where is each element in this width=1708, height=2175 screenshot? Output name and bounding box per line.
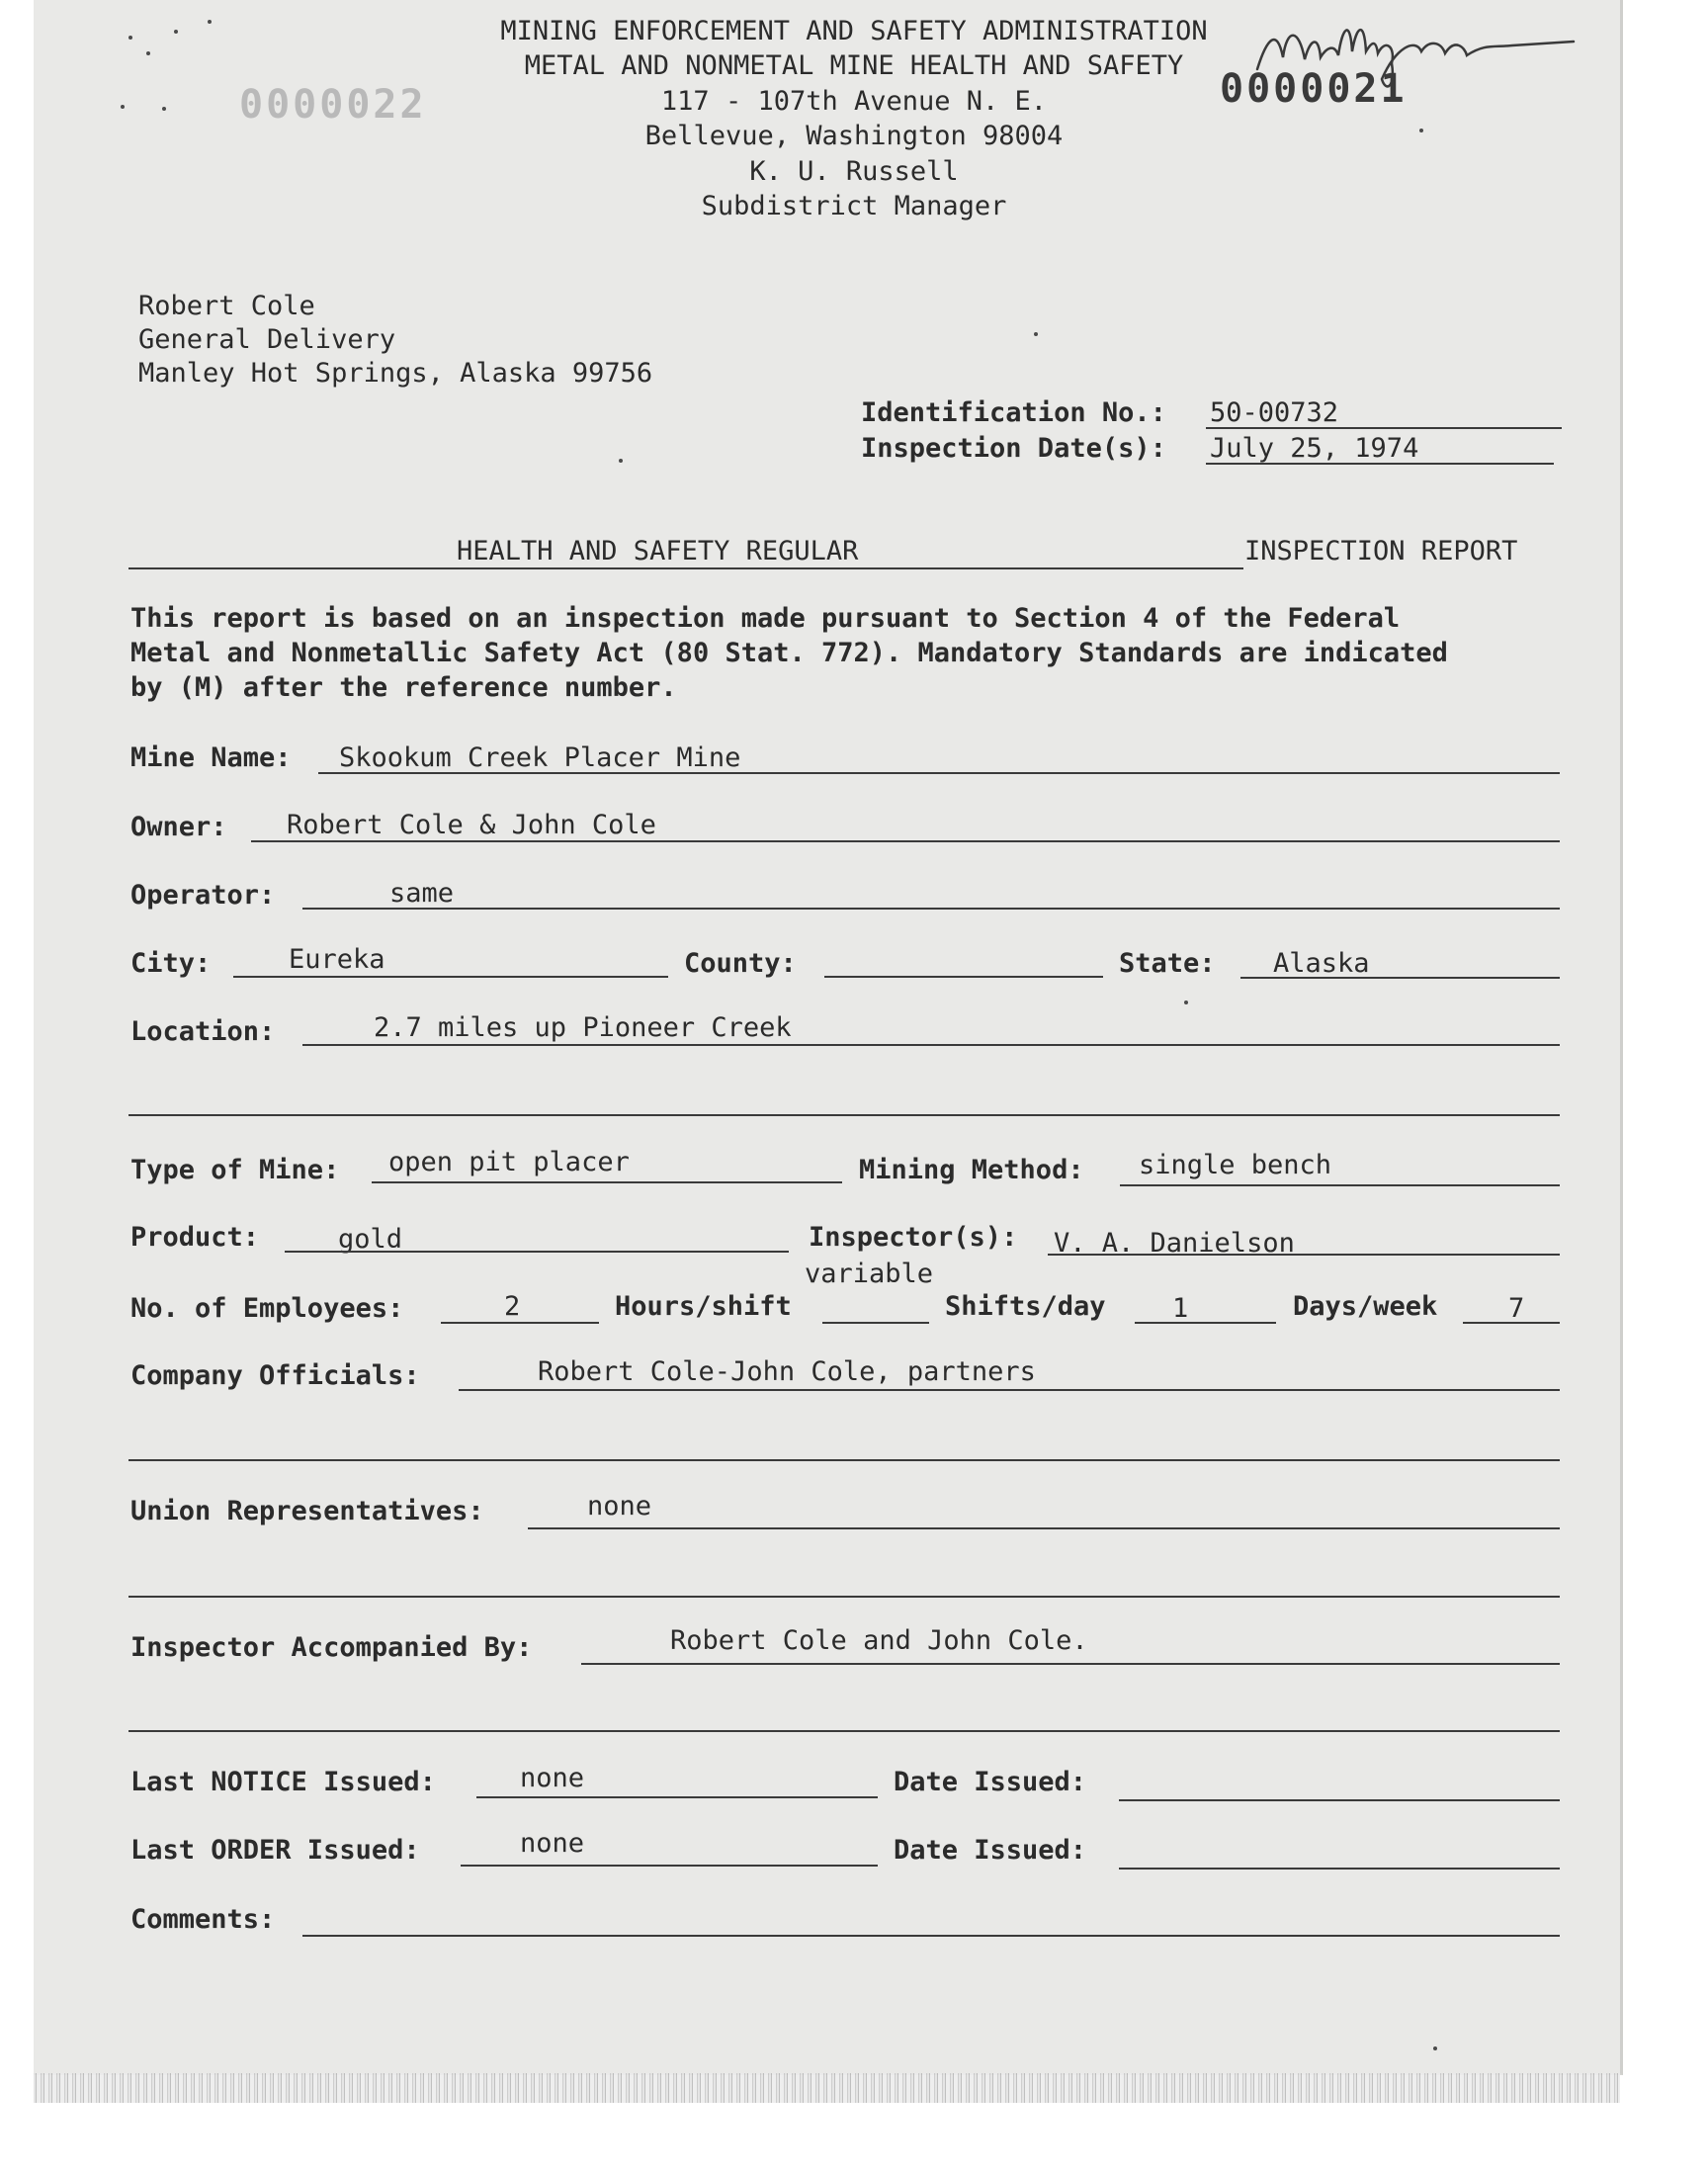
- officials-line: [459, 1389, 1560, 1391]
- order-date-label: Date Issued:: [894, 1835, 1087, 1866]
- order-date-line: [1119, 1868, 1560, 1870]
- operator-label: Operator:: [130, 880, 276, 911]
- id-label: Identification No.:: [861, 397, 1166, 428]
- officials-value: Robert Cole-John Cole, partners: [538, 1356, 1036, 1387]
- method-label: Mining Method:: [859, 1155, 1084, 1185]
- scan-speck: [1433, 2046, 1437, 2050]
- notice-label: Last NOTICE Issued:: [130, 1767, 436, 1797]
- notice-value: none: [520, 1763, 585, 1793]
- owner-line: [251, 840, 1560, 842]
- date-value: July 25, 1974: [1210, 433, 1419, 464]
- manager-name: K. U. Russell: [749, 156, 959, 187]
- addressee-name: Robert Cole: [138, 291, 315, 321]
- report-type-underline: [128, 567, 1243, 569]
- intro-line2: Metal and Nonmetallic Safety Act (80 Stat. 772). Mandatory Standards are indicated: [130, 638, 1448, 668]
- type-line: [372, 1181, 842, 1183]
- manager-title: Subdistrict Manager: [701, 191, 1007, 221]
- scan-speck: [174, 30, 178, 34]
- addressee-line3: Manley Hot Springs, Alaska 99756: [138, 358, 653, 389]
- hours-line: [822, 1322, 929, 1324]
- employees-value: 2: [504, 1291, 521, 1322]
- agency-street: 117 - 107th Avenue N. E.: [660, 86, 1048, 117]
- report-type: HEALTH AND SAFETY REGULAR: [457, 536, 859, 566]
- hours-value: variable: [805, 1259, 934, 1289]
- shifts-value: 1: [1172, 1293, 1189, 1324]
- hours-label: Hours/shift: [615, 1291, 792, 1322]
- inspector-value: V. A. Danielson: [1054, 1228, 1295, 1259]
- days-line: [1463, 1322, 1560, 1324]
- id-value: 50-00732: [1210, 397, 1339, 428]
- union-label: Union Representatives:: [130, 1496, 484, 1526]
- inspector-line: [1048, 1254, 1560, 1256]
- union-line-2: [128, 1596, 1560, 1598]
- owner-value: Robert Cole & John Cole: [287, 810, 656, 840]
- stamp-number: 0000021: [1220, 66, 1408, 112]
- officials-label: Company Officials:: [130, 1360, 420, 1391]
- city-value: Eureka: [289, 944, 385, 975]
- union-value: none: [587, 1491, 652, 1522]
- order-value: none: [520, 1828, 585, 1859]
- accompanied-line: [581, 1663, 1560, 1665]
- accompanied-label: Inspector Accompanied By:: [130, 1632, 533, 1663]
- operator-line: [302, 908, 1560, 910]
- notice-date-line: [1119, 1799, 1560, 1801]
- scan-speck: [208, 20, 212, 24]
- operator-value: same: [389, 878, 455, 909]
- scan-speck: [121, 105, 125, 109]
- method-value: single bench: [1139, 1150, 1332, 1180]
- employees-label: No. of Employees:: [130, 1293, 404, 1324]
- scan-speck: [619, 459, 623, 463]
- state-value: Alaska: [1273, 948, 1370, 979]
- county-line: [824, 976, 1103, 978]
- intro-line3: by (M) after the reference number.: [130, 672, 677, 703]
- product-line: [285, 1251, 789, 1253]
- type-label: Type of Mine:: [130, 1155, 340, 1185]
- employees-line: [441, 1322, 599, 1324]
- state-label: State:: [1119, 948, 1216, 979]
- location-label: Location:: [130, 1016, 276, 1047]
- order-label: Last ORDER Issued:: [130, 1835, 420, 1866]
- location-line: [302, 1044, 1560, 1046]
- location-value: 2.7 miles up Pioneer Creek: [374, 1012, 792, 1043]
- union-line: [528, 1527, 1560, 1529]
- mine-name-label: Mine Name:: [130, 742, 292, 773]
- report-title: INSPECTION REPORT: [1244, 536, 1518, 566]
- scan-edge: [34, 2073, 1620, 2103]
- addressee-line2: General Delivery: [138, 324, 396, 355]
- owner-label: Owner:: [130, 812, 227, 842]
- shifts-label: Shifts/day: [945, 1291, 1106, 1322]
- date-underline: [1206, 463, 1554, 465]
- inspector-label: Inspector(s):: [809, 1222, 1018, 1253]
- agency-city: Bellevue, Washington 98004: [644, 121, 1064, 151]
- product-value: gold: [338, 1224, 403, 1255]
- officials-line-2: [128, 1459, 1560, 1461]
- scan-speck: [162, 107, 166, 111]
- city-label: City:: [130, 948, 212, 979]
- scan-speck: [146, 51, 150, 55]
- notice-line: [476, 1796, 878, 1798]
- scan-speck: [128, 36, 132, 40]
- location-line-2: [128, 1114, 1560, 1116]
- ghost-stamp-number: 0000022: [239, 82, 427, 128]
- order-line: [461, 1865, 878, 1867]
- date-label: Inspection Date(s):: [861, 433, 1166, 464]
- city-line: [233, 976, 668, 978]
- type-value: open pit placer: [388, 1147, 630, 1177]
- comments-line: [302, 1935, 1560, 1937]
- accompanied-value: Robert Cole and John Cole.: [670, 1625, 1088, 1656]
- id-underline: [1206, 427, 1562, 429]
- days-value: 7: [1508, 1293, 1525, 1324]
- product-label: Product:: [130, 1222, 260, 1253]
- notice-date-label: Date Issued:: [894, 1767, 1087, 1797]
- intro-line1: This report is based on an inspection made pursuant to Section 4 of the Federal: [130, 603, 1401, 634]
- comments-label: Comments:: [130, 1904, 276, 1935]
- county-label: County:: [684, 948, 797, 979]
- days-label: Days/week: [1293, 1291, 1438, 1322]
- scan-speck: [1184, 1000, 1188, 1004]
- state-line: [1240, 977, 1560, 979]
- accompanied-line-2: [128, 1730, 1560, 1732]
- mine-name-line: [318, 772, 1560, 774]
- shifts-line: [1135, 1322, 1276, 1324]
- scan-speck: [1034, 332, 1038, 336]
- mine-name-value: Skookum Creek Placer Mine: [339, 742, 741, 773]
- scan-speck: [1419, 129, 1423, 132]
- agency-name: MINING ENFORCEMENT AND SAFETY ADMINISTRATION: [500, 16, 1208, 46]
- agency-division: METAL AND NONMETAL MINE HEALTH AND SAFETY: [524, 50, 1184, 81]
- method-line: [1120, 1184, 1560, 1186]
